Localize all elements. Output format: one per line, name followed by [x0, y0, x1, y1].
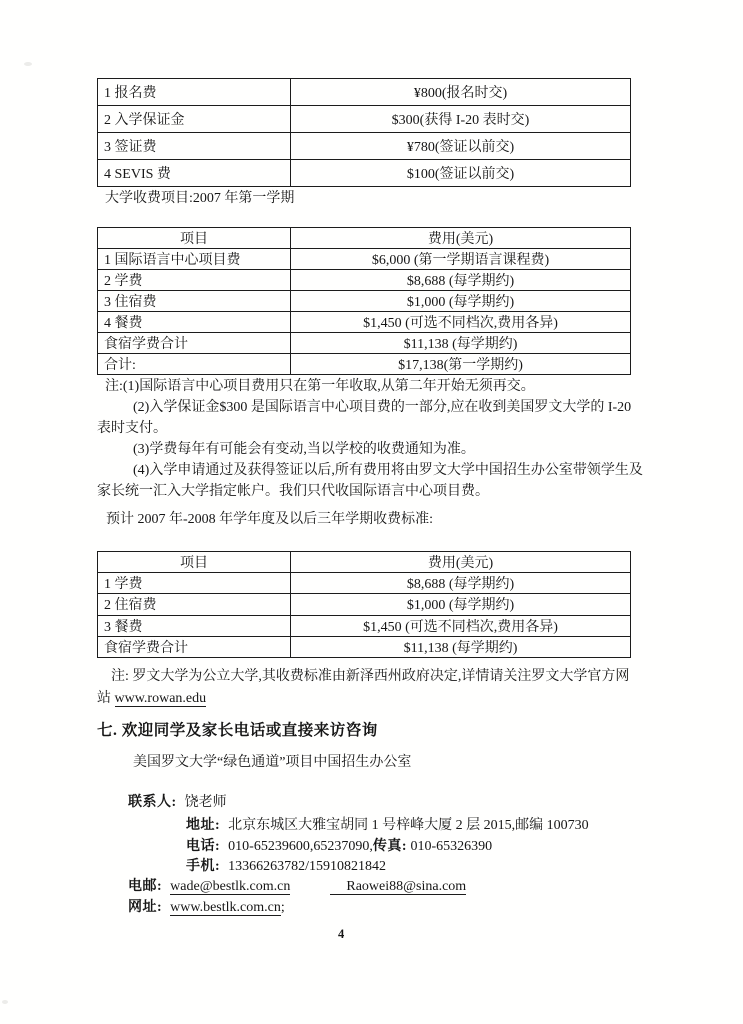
phone-value: 010-65239600,65237090,	[228, 839, 373, 854]
rowan-website-link[interactable]: www.rowan.edu	[114, 691, 207, 706]
address-label: 地址:	[186, 818, 221, 833]
fee-item: 4 SEVIS 费	[98, 160, 291, 187]
table-row	[98, 594, 631, 615]
fee-value: $17,138(第一学期约)	[291, 354, 631, 375]
rowan-note	[97, 666, 645, 710]
table-row	[98, 615, 631, 636]
fee-value: $1,000 (每学期约)	[291, 291, 631, 312]
table-row	[98, 249, 631, 270]
fee-item: 3 住宿费	[98, 291, 291, 312]
table-row	[98, 270, 631, 291]
scan-artifact	[2, 1000, 8, 1004]
first-semester-fees-table	[97, 227, 631, 375]
note-line: (3)学费每年有可能会有变动,当以学校的收费通知为准。	[133, 442, 475, 457]
column-header-fee: 费用(美元)	[291, 552, 631, 573]
fee-item: 2 住宿费	[98, 594, 291, 615]
contact-person-name: 饶老师	[184, 795, 227, 810]
note-line: 表时支付。	[97, 421, 167, 436]
admissions-office-name: 美国罗文大学“绿色通道”项目中国招生办公室	[133, 755, 412, 770]
table-row	[98, 636, 631, 657]
table-row	[98, 133, 631, 160]
table-row	[98, 79, 631, 106]
address-line	[186, 816, 589, 836]
website-label: 网址:	[128, 900, 163, 915]
note-line: (4)入学申请通过及获得签证以后,所有费用将由罗文大学中国招生办公室带领学生及	[133, 463, 643, 478]
column-header-item: 项目	[98, 552, 291, 573]
fee-item: 食宿学费合计	[98, 636, 291, 657]
fee-value: $6,000 (第一学期语言课程费)	[291, 249, 631, 270]
application-fees-table	[97, 78, 631, 187]
table-row	[98, 333, 631, 354]
email-link-1[interactable]: wade@bestlk.com.cn	[170, 879, 291, 894]
contact-person-line	[128, 793, 227, 813]
fee-item: 2 学费	[98, 270, 291, 291]
mobile-line	[186, 857, 386, 877]
fee-value: $300(获得 I-20 表时交)	[291, 106, 631, 133]
table-row	[98, 573, 631, 594]
section1-title: 大学收费项目:2007 年第一学期	[105, 191, 295, 206]
fee-item: 1 学费	[98, 573, 291, 594]
section7-heading: 七. 欢迎同学及家长电话或直接来访咨询	[97, 722, 378, 739]
website-suffix: ;	[280, 900, 285, 915]
fee-value: $100(签证以前交)	[291, 160, 631, 187]
projected-fees-table	[97, 551, 631, 658]
fee-item: 食宿学费合计	[98, 333, 291, 354]
note-line: 注:(1)国际语言中心项目费用只在第一年收取,从第二年开始无须再交。	[105, 379, 535, 394]
table-row	[98, 160, 631, 187]
fee-value: $8,688 (每学期约)	[291, 573, 631, 594]
rowan-note-line2-prefix: 站	[97, 691, 115, 706]
fee-item: 1 报名费	[98, 79, 291, 106]
fee-item: 2 入学保证金	[98, 106, 291, 133]
note-line: (2)入学保证金$300 是国际语言中心项目费的一部分,应在收到美国罗文大学的 I-20	[133, 400, 632, 415]
fee-value: $8,688 (每学期约)	[291, 270, 631, 291]
column-header-fee: 费用(美元)	[291, 228, 631, 249]
email-line	[128, 877, 466, 897]
table-row	[98, 291, 631, 312]
note-line: 家长统一汇入大学指定帐户。我们只代收国际语言中心项目费。	[97, 484, 489, 499]
rowan-note-line1: 注: 罗文大学为公立大学,其收费标准由新泽西州政府决定,详情请关注罗文大学官方网	[111, 669, 630, 684]
table-row	[98, 354, 631, 375]
fee-item: 3 签证费	[98, 133, 291, 160]
notes-block	[97, 376, 657, 502]
table-row	[98, 312, 631, 333]
fee-value: $11,138 (每学期约)	[291, 333, 631, 354]
phone-label: 电话:	[186, 839, 221, 854]
fee-value: $1,450 (可选不同档次,费用各异)	[291, 615, 631, 636]
contact-person-label: 联系人:	[128, 795, 177, 810]
phone-line	[186, 837, 492, 857]
fee-item: 1 国际语言中心项目费	[98, 249, 291, 270]
website-link[interactable]: www.bestlk.com.cn	[170, 900, 281, 915]
fee-item: 4 餐费	[98, 312, 291, 333]
fee-value: $1,450 (可选不同档次,费用各异)	[291, 312, 631, 333]
fee-value: ¥800(报名时交)	[291, 79, 631, 106]
fee-item: 3 餐费	[98, 615, 291, 636]
table-header-row	[98, 228, 631, 249]
table-row	[98, 106, 631, 133]
scan-artifact	[24, 62, 32, 66]
fax-label: 传真:	[372, 839, 408, 854]
fax-value: 010-65326390	[410, 839, 493, 854]
email-link-2[interactable]: Raowei88@sina.com	[330, 879, 466, 895]
mobile-value: 13366263782/15910821842	[228, 859, 387, 874]
page-number: 4	[338, 927, 345, 941]
section2-title: 预计 2007 年-2008 年学年度及以后三年学期收费标准:	[106, 512, 434, 527]
column-header-item: 项目	[98, 228, 291, 249]
fee-item: 合计:	[98, 354, 291, 375]
address-value: 北京东城区大雅宝胡同 1 号梓峰大厦 2 层 2015,邮编 100730	[228, 818, 589, 833]
email-label: 电邮:	[128, 879, 163, 894]
fee-value: ¥780(签证以前交)	[291, 133, 631, 160]
website-line	[128, 898, 285, 918]
mobile-label: 手机:	[186, 859, 221, 874]
table-header-row	[98, 552, 631, 573]
fee-value: $11,138 (每学期约)	[291, 636, 631, 657]
fee-value: $1,000 (每学期约)	[291, 594, 631, 615]
